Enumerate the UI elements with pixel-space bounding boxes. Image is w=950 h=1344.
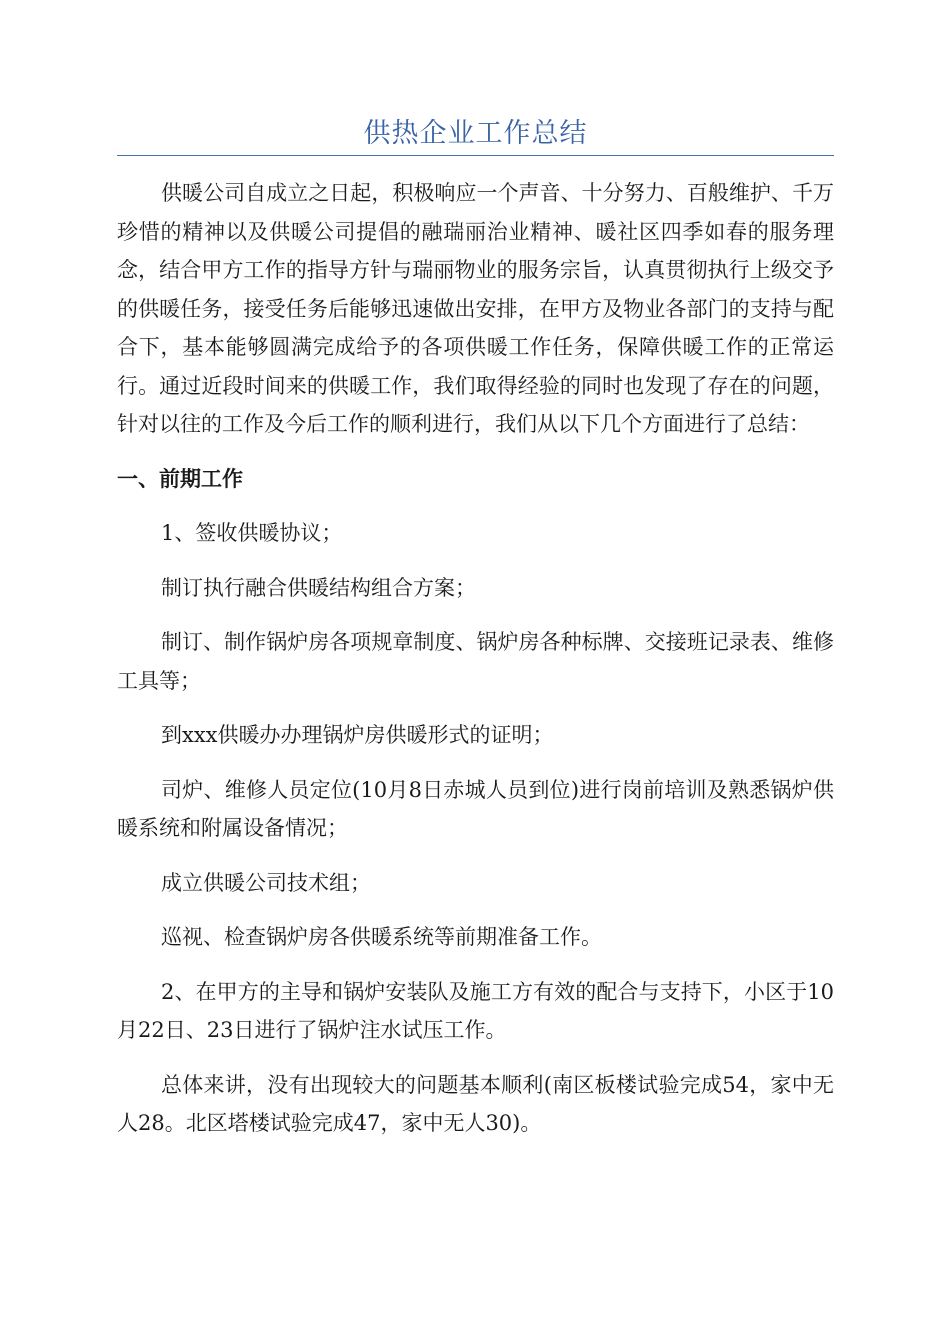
document-body bbox=[117, 174, 834, 1159]
section-item: 到xxx供暖办办理锅炉房供暖形式的证明； bbox=[161, 723, 554, 747]
section-item: 总体来讲，没有出现较大的问题基本顺利(南区板楼试验完成54，家中无人28。北区塔楼试验完成47，家中无人30)。 bbox=[117, 1072, 834, 1135]
document-title: 供热企业工作总结 bbox=[363, 118, 588, 149]
section-item: 2、在甲方的主导和锅炉安装队及施工方有效的配合与支持下，小区于10月22日、23日进行了锅炉注水试压工作。 bbox=[117, 979, 834, 1042]
section-item: 制订、制作锅炉房各项规章制度、锅炉房各种标牌、交接班记录表、维修工具等； bbox=[117, 630, 834, 693]
section-item: 成立供暖公司技术组； bbox=[161, 870, 371, 895]
section-item: 巡视、检查锅炉房各供暖系统等前期准备工作。 bbox=[161, 925, 602, 949]
section-item: 1、签收供暖协议； bbox=[161, 521, 343, 545]
section-heading: 一、前期工作 bbox=[117, 465, 243, 491]
section-item: 司炉、维修人员定位(10月8日赤城人员到位)进行岗前培训及熟悉锅炉供暖系统和附属设备情况； bbox=[117, 777, 834, 840]
title-underline bbox=[117, 155, 834, 156]
intro-paragraph: 供暖公司自成立之日起，积极响应一个声音、十分努力、百般维护、千万珍惜的精神以及供暖公司提倡的融瑞丽治业精神、暖社区四季如春的服务理念，结合甲方工作的指导方针与瑞丽物业的服务宗旨，认真贯彻执行上级交予的供暖任务，接受任务后能够迅速做出安排，在甲方及物业各部门的支持与配合下，基本能够圆满完成给予的各项供暖工作任务，保障供暖工作的正常运行。通过近段时间来的供暖工作，我们取得经验的同时也发现了存在的问题，针对以往的工作及今后工作的顺利进行，我们从以下几个方面进行了总结： bbox=[117, 181, 834, 436]
section-item: 制订执行融合供暖结构组合方案； bbox=[161, 575, 476, 600]
